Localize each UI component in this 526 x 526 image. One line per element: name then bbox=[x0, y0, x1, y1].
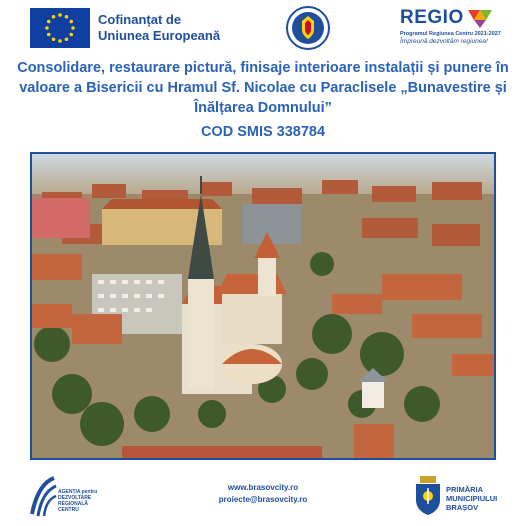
adr-line3: REGIONALĂ bbox=[58, 501, 88, 507]
government-seal-icon bbox=[286, 6, 330, 50]
project-title bbox=[10, 58, 516, 118]
eu-flag-icon bbox=[30, 8, 90, 48]
eu-star bbox=[45, 26, 49, 30]
regio-program: Programul Regiunea Centru 2021-2027 bbox=[400, 31, 501, 37]
eu-line1: Cofinanțat de bbox=[98, 12, 182, 27]
adr-line4: CENTRU bbox=[58, 507, 79, 513]
title-line1: Consolidare, restaurare pictură, finisaje interioare instalații și punere în bbox=[17, 60, 509, 76]
eu-cofinancing-logo bbox=[30, 8, 220, 48]
regio-word: REGIO bbox=[400, 7, 464, 28]
eu-star bbox=[52, 15, 56, 19]
eu-star bbox=[47, 33, 51, 37]
primaria-line2: MUNICIPIULUI bbox=[446, 494, 498, 503]
primaria-line1: PRIMĂRIA bbox=[446, 485, 484, 494]
primaria-text bbox=[446, 485, 497, 512]
regio-motto: Împreună dezvoltăm regiunea! bbox=[400, 38, 488, 45]
eu-star bbox=[65, 15, 69, 19]
title-line2: valoare a Bisericii cu Hramul Sf. Nicolae cu Paraclisele „Bunavestire și bbox=[19, 80, 507, 96]
eu-star bbox=[71, 26, 75, 30]
adr-text bbox=[58, 489, 98, 513]
project-code: COD SMIS 338784 bbox=[200, 124, 326, 140]
eu-star bbox=[65, 37, 69, 41]
adr-swoosh-icon bbox=[28, 474, 58, 518]
regio-logo bbox=[400, 8, 500, 46]
eu-star bbox=[58, 39, 62, 43]
primaria-line3: BRAȘOV bbox=[446, 503, 479, 512]
website-link[interactable]: www.brasovcity.ro bbox=[227, 483, 299, 492]
eu-star bbox=[52, 37, 56, 41]
eu-text bbox=[98, 12, 220, 44]
regio-triangle-icon bbox=[467, 8, 493, 28]
contact-block bbox=[170, 482, 356, 506]
title-line3: Înălțarea Domnului” bbox=[194, 100, 332, 116]
eu-star bbox=[58, 13, 62, 17]
eu-line2: Uniunea Europeană bbox=[98, 28, 221, 43]
brasov-crest-icon bbox=[414, 476, 442, 516]
adr-line2: DEZVOLTARE bbox=[58, 495, 92, 501]
eu-star bbox=[69, 33, 73, 37]
eu-star bbox=[47, 20, 51, 24]
email-link[interactable]: proiecte@brasovcity.ro bbox=[218, 495, 308, 504]
church-aerial-photo bbox=[30, 152, 496, 460]
eu-star bbox=[69, 20, 73, 24]
adr-line1: AGENȚIA pentru bbox=[58, 489, 98, 495]
